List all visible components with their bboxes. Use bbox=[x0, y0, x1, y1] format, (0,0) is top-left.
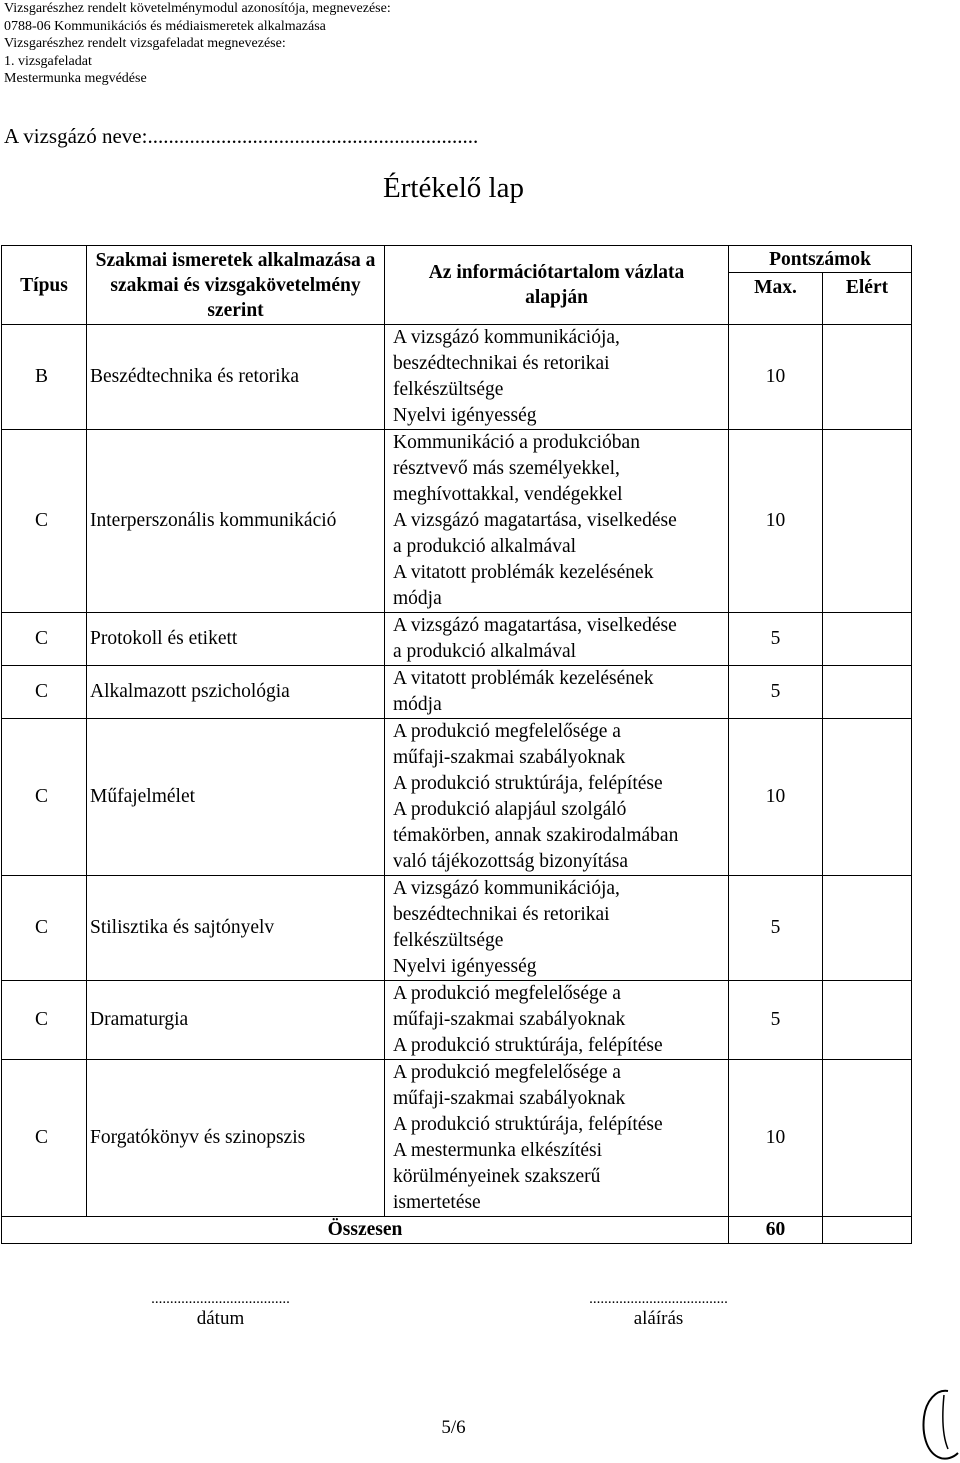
description-line: A produkció megfelelősége a bbox=[393, 983, 621, 1004]
handwritten-mark-icon bbox=[918, 1385, 960, 1463]
description-line: A vizsgázó kommunikációja, bbox=[393, 878, 620, 899]
table-row bbox=[2, 981, 912, 1060]
table-row bbox=[2, 613, 912, 666]
row-achieved-points[interactable] bbox=[823, 325, 912, 430]
row-area: Stilisztika és sajtónyelv bbox=[87, 876, 385, 981]
row-achieved-points[interactable] bbox=[823, 430, 912, 613]
page-title: Értékelő lap bbox=[383, 172, 524, 204]
description-line: A produkció struktúrája, felépítése bbox=[393, 1114, 663, 1135]
row-area: Forgatókönyv és szinopszis bbox=[87, 1060, 385, 1217]
row-description bbox=[385, 719, 729, 876]
row-max-points: 5 bbox=[729, 876, 823, 981]
row-achieved-points[interactable] bbox=[823, 613, 912, 666]
header-line: Vizsgarészhez rendelt követelménymodul azonosítója, megnevezése: bbox=[4, 1, 391, 16]
description-line: meghívottakkal, vendégekkel bbox=[393, 484, 623, 505]
description-line: körülményeinek szakszerű bbox=[393, 1166, 601, 1187]
page-number: 5/6 bbox=[441, 1417, 466, 1438]
table-row bbox=[2, 876, 912, 981]
header-basis: Az információtartalom vázlata alapján bbox=[385, 246, 729, 325]
row-description bbox=[385, 1060, 729, 1217]
row-achieved-points[interactable] bbox=[823, 1060, 912, 1217]
header-line: 1. vizsgafeladat bbox=[4, 53, 92, 69]
header-max: Max. bbox=[729, 273, 823, 325]
row-area: Interperszonális kommunikáció bbox=[87, 430, 385, 613]
date-block bbox=[88, 1291, 353, 1330]
row-type: C bbox=[2, 430, 87, 613]
row-type: C bbox=[2, 981, 87, 1060]
row-description bbox=[385, 325, 729, 430]
header-type: Típus bbox=[2, 246, 87, 325]
row-type: C bbox=[2, 1060, 87, 1217]
total-label: Összesen bbox=[2, 1217, 729, 1244]
header-area: Szakmai ismeretek alkalmazása a szakmai és vizsgakövetelmény szerint bbox=[87, 246, 385, 325]
description-line: műfaji-szakmai szabályoknak bbox=[393, 1009, 626, 1030]
table-row bbox=[2, 325, 912, 430]
description-line: A vitatott problémák kezelésének bbox=[393, 562, 654, 583]
description-line: Nyelvi igényesség bbox=[393, 405, 537, 426]
header-achieved: Elért bbox=[823, 273, 912, 325]
header-line: Mestermunka megvédése bbox=[4, 71, 147, 86]
row-area: Dramaturgia bbox=[87, 981, 385, 1060]
row-type: B bbox=[2, 325, 87, 430]
signature-label: aláírás bbox=[633, 1308, 684, 1329]
description-line: A produkció struktúrája, felépítése bbox=[393, 1035, 663, 1056]
description-line: ismertetése bbox=[393, 1192, 481, 1213]
row-area: Műfajelmélet bbox=[87, 719, 385, 876]
description-line: a produkció alkalmával bbox=[393, 641, 577, 662]
row-description bbox=[385, 666, 729, 719]
row-type: C bbox=[2, 613, 87, 666]
row-achieved-points[interactable] bbox=[823, 666, 912, 719]
description-line: műfaji-szakmai szabályoknak bbox=[393, 1088, 626, 1109]
date-label: dátum bbox=[196, 1308, 245, 1329]
signature-block bbox=[526, 1291, 791, 1330]
row-type: C bbox=[2, 719, 87, 876]
description-line: A produkció alapjául szolgáló bbox=[393, 799, 627, 820]
description-line: felkészültsége bbox=[393, 379, 504, 400]
description-line: résztvevő más személyekkel, bbox=[393, 458, 620, 479]
description-line: Nyelvi igényesség bbox=[393, 956, 537, 977]
row-description bbox=[385, 981, 729, 1060]
row-max-points: 10 bbox=[729, 325, 823, 430]
row-max-points: 10 bbox=[729, 1060, 823, 1217]
description-line: műfaji-szakmai szabályoknak bbox=[393, 747, 626, 768]
description-line: A vizsgázó magatartása, viselkedése bbox=[393, 615, 677, 636]
description-line: A produkció megfelelősége a bbox=[393, 721, 621, 742]
row-area: Alkalmazott pszichológia bbox=[87, 666, 385, 719]
evaluation-table bbox=[1, 245, 912, 1244]
table-row bbox=[2, 430, 912, 613]
row-area: Beszédtechnika és retorika bbox=[87, 325, 385, 430]
date-line[interactable]: ..................................... bbox=[151, 1291, 290, 1307]
description-line: A mestermunka elkészítési bbox=[393, 1140, 603, 1161]
table-row bbox=[2, 666, 912, 719]
document-header bbox=[4, 0, 391, 88]
header-line: 0788-06 Kommunikációs és médiaismeretek alkalmazása bbox=[4, 18, 326, 34]
description-line: felkészültsége bbox=[393, 930, 504, 951]
row-max-points: 10 bbox=[729, 719, 823, 876]
row-type: C bbox=[2, 876, 87, 981]
row-description bbox=[385, 613, 729, 666]
row-description bbox=[385, 430, 729, 613]
total-max: 60 bbox=[729, 1217, 823, 1244]
description-line: A vizsgázó magatartása, viselkedése bbox=[393, 510, 677, 531]
description-line: a produkció alkalmával bbox=[393, 536, 577, 557]
description-line: A produkció megfelelősége a bbox=[393, 1062, 621, 1083]
table-row bbox=[2, 719, 912, 876]
row-description bbox=[385, 876, 729, 981]
row-type: C bbox=[2, 666, 87, 719]
row-area: Protokoll és etikett bbox=[87, 613, 385, 666]
description-line: A produkció struktúrája, felépítése bbox=[393, 773, 663, 794]
description-line: beszédtechnikai és retorikai bbox=[393, 904, 610, 925]
header-line: Vizsgarészhez rendelt vizsgafeladat megnevezése: bbox=[4, 36, 286, 51]
total-achieved[interactable] bbox=[823, 1217, 912, 1244]
signature-line[interactable]: ..................................... bbox=[589, 1291, 728, 1307]
description-line: való tájékozottság bizonyítása bbox=[393, 851, 629, 872]
row-max-points: 10 bbox=[729, 430, 823, 613]
row-max-points: 5 bbox=[729, 981, 823, 1060]
row-max-points: 5 bbox=[729, 613, 823, 666]
table-row bbox=[2, 1060, 912, 1217]
description-line: beszédtechnikai és retorikai bbox=[393, 353, 610, 374]
description-line: témakörben, annak szakirodalmában bbox=[393, 825, 679, 846]
candidate-name-field[interactable]: A vizsgázó neve:............................................................... bbox=[4, 124, 479, 148]
row-achieved-points[interactable] bbox=[823, 876, 912, 981]
description-line: A vitatott problémák kezelésének bbox=[393, 668, 654, 689]
description-line: A vizsgázó kommunikációja, bbox=[393, 327, 620, 348]
header-points: Pontszámok bbox=[729, 246, 912, 273]
description-line: módja bbox=[393, 588, 442, 609]
row-max-points: 5 bbox=[729, 666, 823, 719]
description-line: Kommunikáció a produkcióban bbox=[393, 432, 640, 453]
row-achieved-points[interactable] bbox=[823, 719, 912, 876]
description-line: módja bbox=[393, 694, 442, 715]
row-achieved-points[interactable] bbox=[823, 981, 912, 1060]
